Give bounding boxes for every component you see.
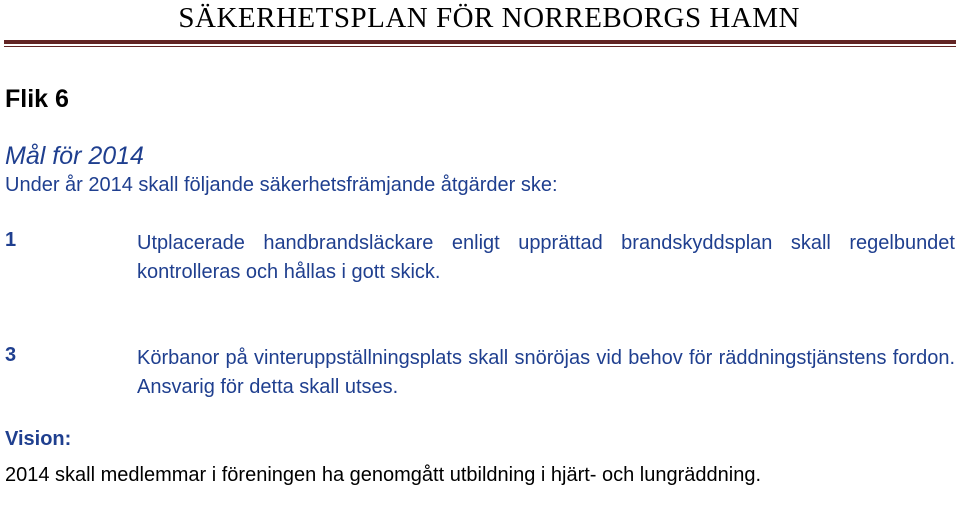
goal-item-text: Utplacerade handbrandsläckare enligt upprättad brandskyddsplan skall regelbundet kontrolleras och hållas i gott skick. xyxy=(137,232,955,283)
goal-item-number: 3 xyxy=(5,344,17,366)
header-divider xyxy=(4,40,956,44)
goal-item-text: Körbanor på vinteruppställningsplats skall snöröjas vid behov för räddningstjänstens fordon. Ansvarig för detta skall utses. xyxy=(137,347,955,398)
header-divider-thin xyxy=(4,46,956,47)
section-label: Flik 6 xyxy=(5,85,69,113)
goal-item-number: 1 xyxy=(5,229,17,251)
vision-label: Vision: xyxy=(5,428,72,450)
goals-intro: Under år 2014 skall följande säkerhetsfrämjande åtgärder ske: xyxy=(5,174,558,196)
document-title: SÄKERHETSPLAN FÖR NORREBORGS HAMN xyxy=(178,2,800,34)
goals-heading: Mål för 2014 xyxy=(5,142,144,170)
vision-text: 2014 skall medlemmar i föreningen ha genomgått utbildning i hjärt- och lungräddning. xyxy=(5,464,762,486)
